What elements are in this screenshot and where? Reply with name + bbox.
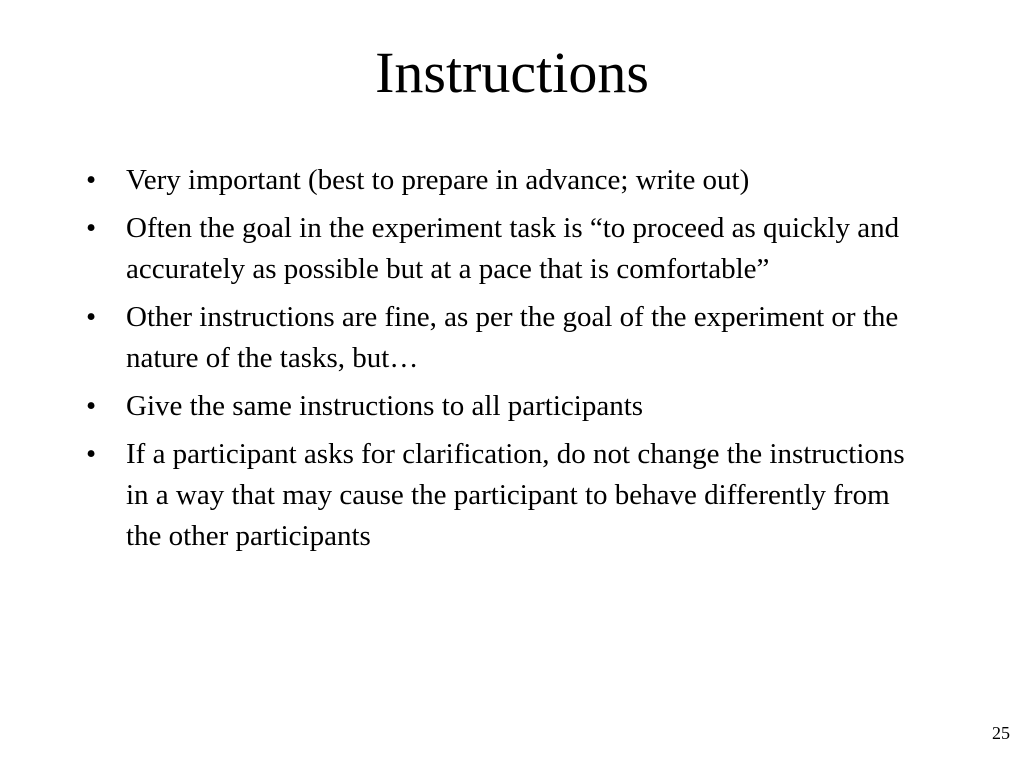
page-number: 25 — [992, 723, 1010, 743]
bullet-text: Often the goal in the experiment task is “to proceed as quickly and accurately as possible but at a pace that is comfortable” — [126, 212, 900, 285]
bullet-item-3 — [86, 297, 906, 379]
bullet-marker: • — [86, 390, 97, 422]
bullet-text: Give the same instructions to all participants — [126, 390, 644, 422]
bullet-marker: • — [86, 301, 97, 333]
bullet-marker: • — [86, 212, 97, 244]
bullet-text: Very important (best to prepare in advance; write out) — [126, 164, 750, 196]
slide-title: Instructions — [375, 40, 649, 105]
bullet-marker: • — [86, 164, 97, 196]
bullet-text: Other instructions are fine, as per the goal of the experiment or the nature of the tasks, but… — [126, 301, 899, 374]
bullet-list — [86, 160, 906, 564]
bullet-item-4 — [86, 386, 906, 427]
bullet-marker: • — [86, 438, 97, 470]
bullet-item-1 — [86, 160, 906, 201]
bullet-item-2 — [86, 208, 906, 290]
bullet-item-5 — [86, 434, 906, 557]
bullet-text: If a participant asks for clarification, do not change the instructions in a way that may cause the participant to behave differently from the other participants — [126, 438, 905, 552]
